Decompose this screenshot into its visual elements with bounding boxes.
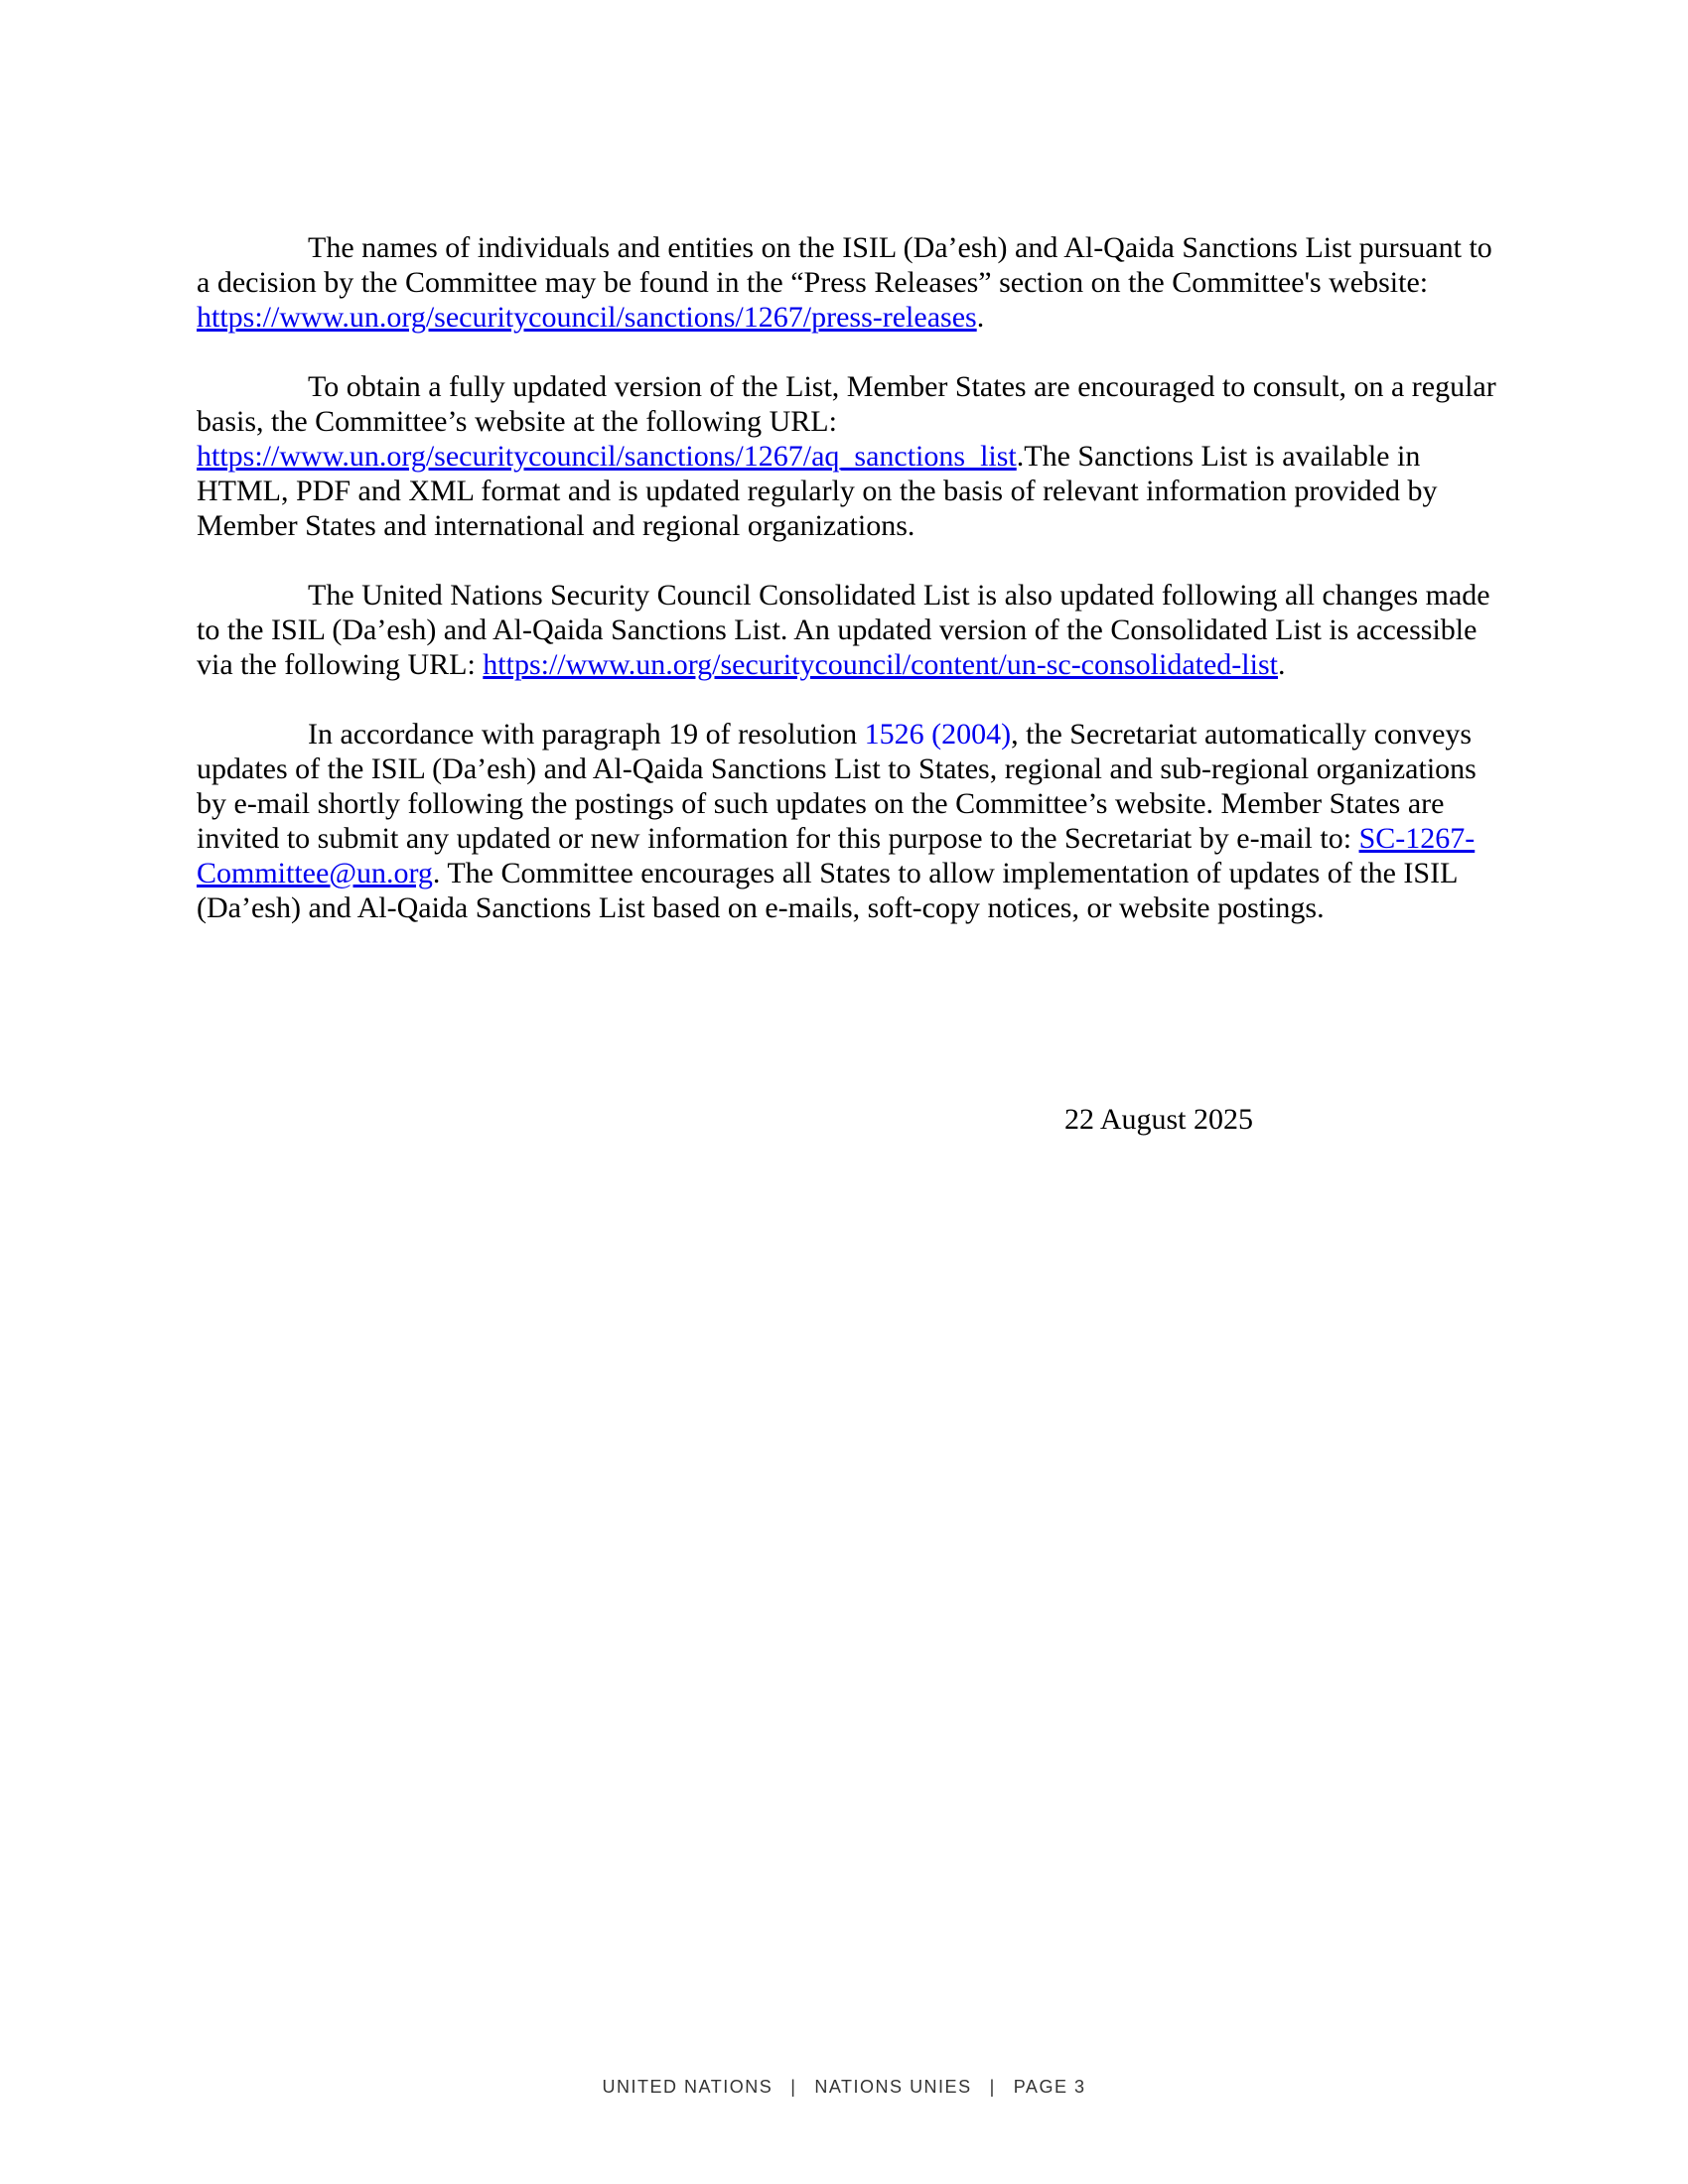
paragraph-text: . The Committee encourages all States to allow implementation of updates of the ISIL (Da’esh) and Al-Qaida Sanctions List based on e-mails, soft-copy notices, or website postings.: [197, 857, 1458, 924]
paragraph-text: The United Nations Security Council Consolidated List is also updated following all changes made to the ISIL (Da’esh) and Al-Qaida Sanctions List. An updated version of the Consolidated List is accessible via the following URL:: [197, 579, 1490, 681]
consolidated-list-link[interactable]: https://www.un.org/securitycouncil/content/un-sc-consolidated-list: [483, 648, 1278, 681]
paragraph-consolidated-list: [197, 578, 1499, 682]
document-date: 22 August 2025: [1064, 1103, 1254, 1136]
paragraph-text: .: [976, 301, 985, 334]
document-body: [197, 230, 1499, 960]
footer-separator: |: [790, 2077, 797, 2097]
footer-separator: |: [989, 2077, 996, 2097]
paragraph-text: , the Secretariat automatically conveys updates of the ISIL (Da’esh) and Al-Qaida Sanctions List to States, regional and sub-regional organizations by e-mail shortly following the postings of such updates on the Committee’s website. Member States are invited to submit any updated or new information for this purpose to the Secretariat by e-mail to:: [197, 718, 1477, 855]
paragraph-text: .The Sanctions List is available in HTML, PDF and XML format and is updated regularly on the basis of relevant information provided by Member States and international and regional organizations.: [197, 440, 1438, 542]
paragraph-sanctions-list-url: [197, 369, 1499, 543]
footer-org-fr: NATIONS UNIES: [814, 2077, 972, 2097]
paragraph-text: .: [1277, 648, 1286, 681]
committee-email-link[interactable]: SC-1267-Committee@un.org: [197, 822, 1476, 889]
press-releases-link[interactable]: https://www.un.org/securitycouncil/sanctions/1267/press-releases: [197, 301, 977, 334]
page-footer: [0, 2077, 1688, 2098]
paragraph-text: To obtain a fully updated version of the List, Member States are encouraged to consult, on a regular basis, the Committee’s website at the following URL:: [197, 370, 1496, 438]
footer-page-number: PAGE 3: [1013, 2077, 1086, 2097]
paragraph-press-releases: [197, 230, 1499, 335]
paragraph-secretariat-updates: [197, 717, 1499, 925]
footer-org-en: UNITED NATIONS: [602, 2077, 774, 2097]
resolution-reference-link[interactable]: 1526 (2004): [864, 718, 1012, 751]
paragraph-text: In accordance with paragraph 19 of resolution: [308, 718, 865, 751]
sanctions-list-link[interactable]: https://www.un.org/securitycouncil/sanctions/1267/aq_sanctions_list: [197, 440, 1017, 473]
paragraph-text: The names of individuals and entities on the ISIL (Da’esh) and Al-Qaida Sanctions List pursuant to a decision by the Committee may be found in the “Press Releases” section on the Committee's website:: [197, 231, 1492, 299]
